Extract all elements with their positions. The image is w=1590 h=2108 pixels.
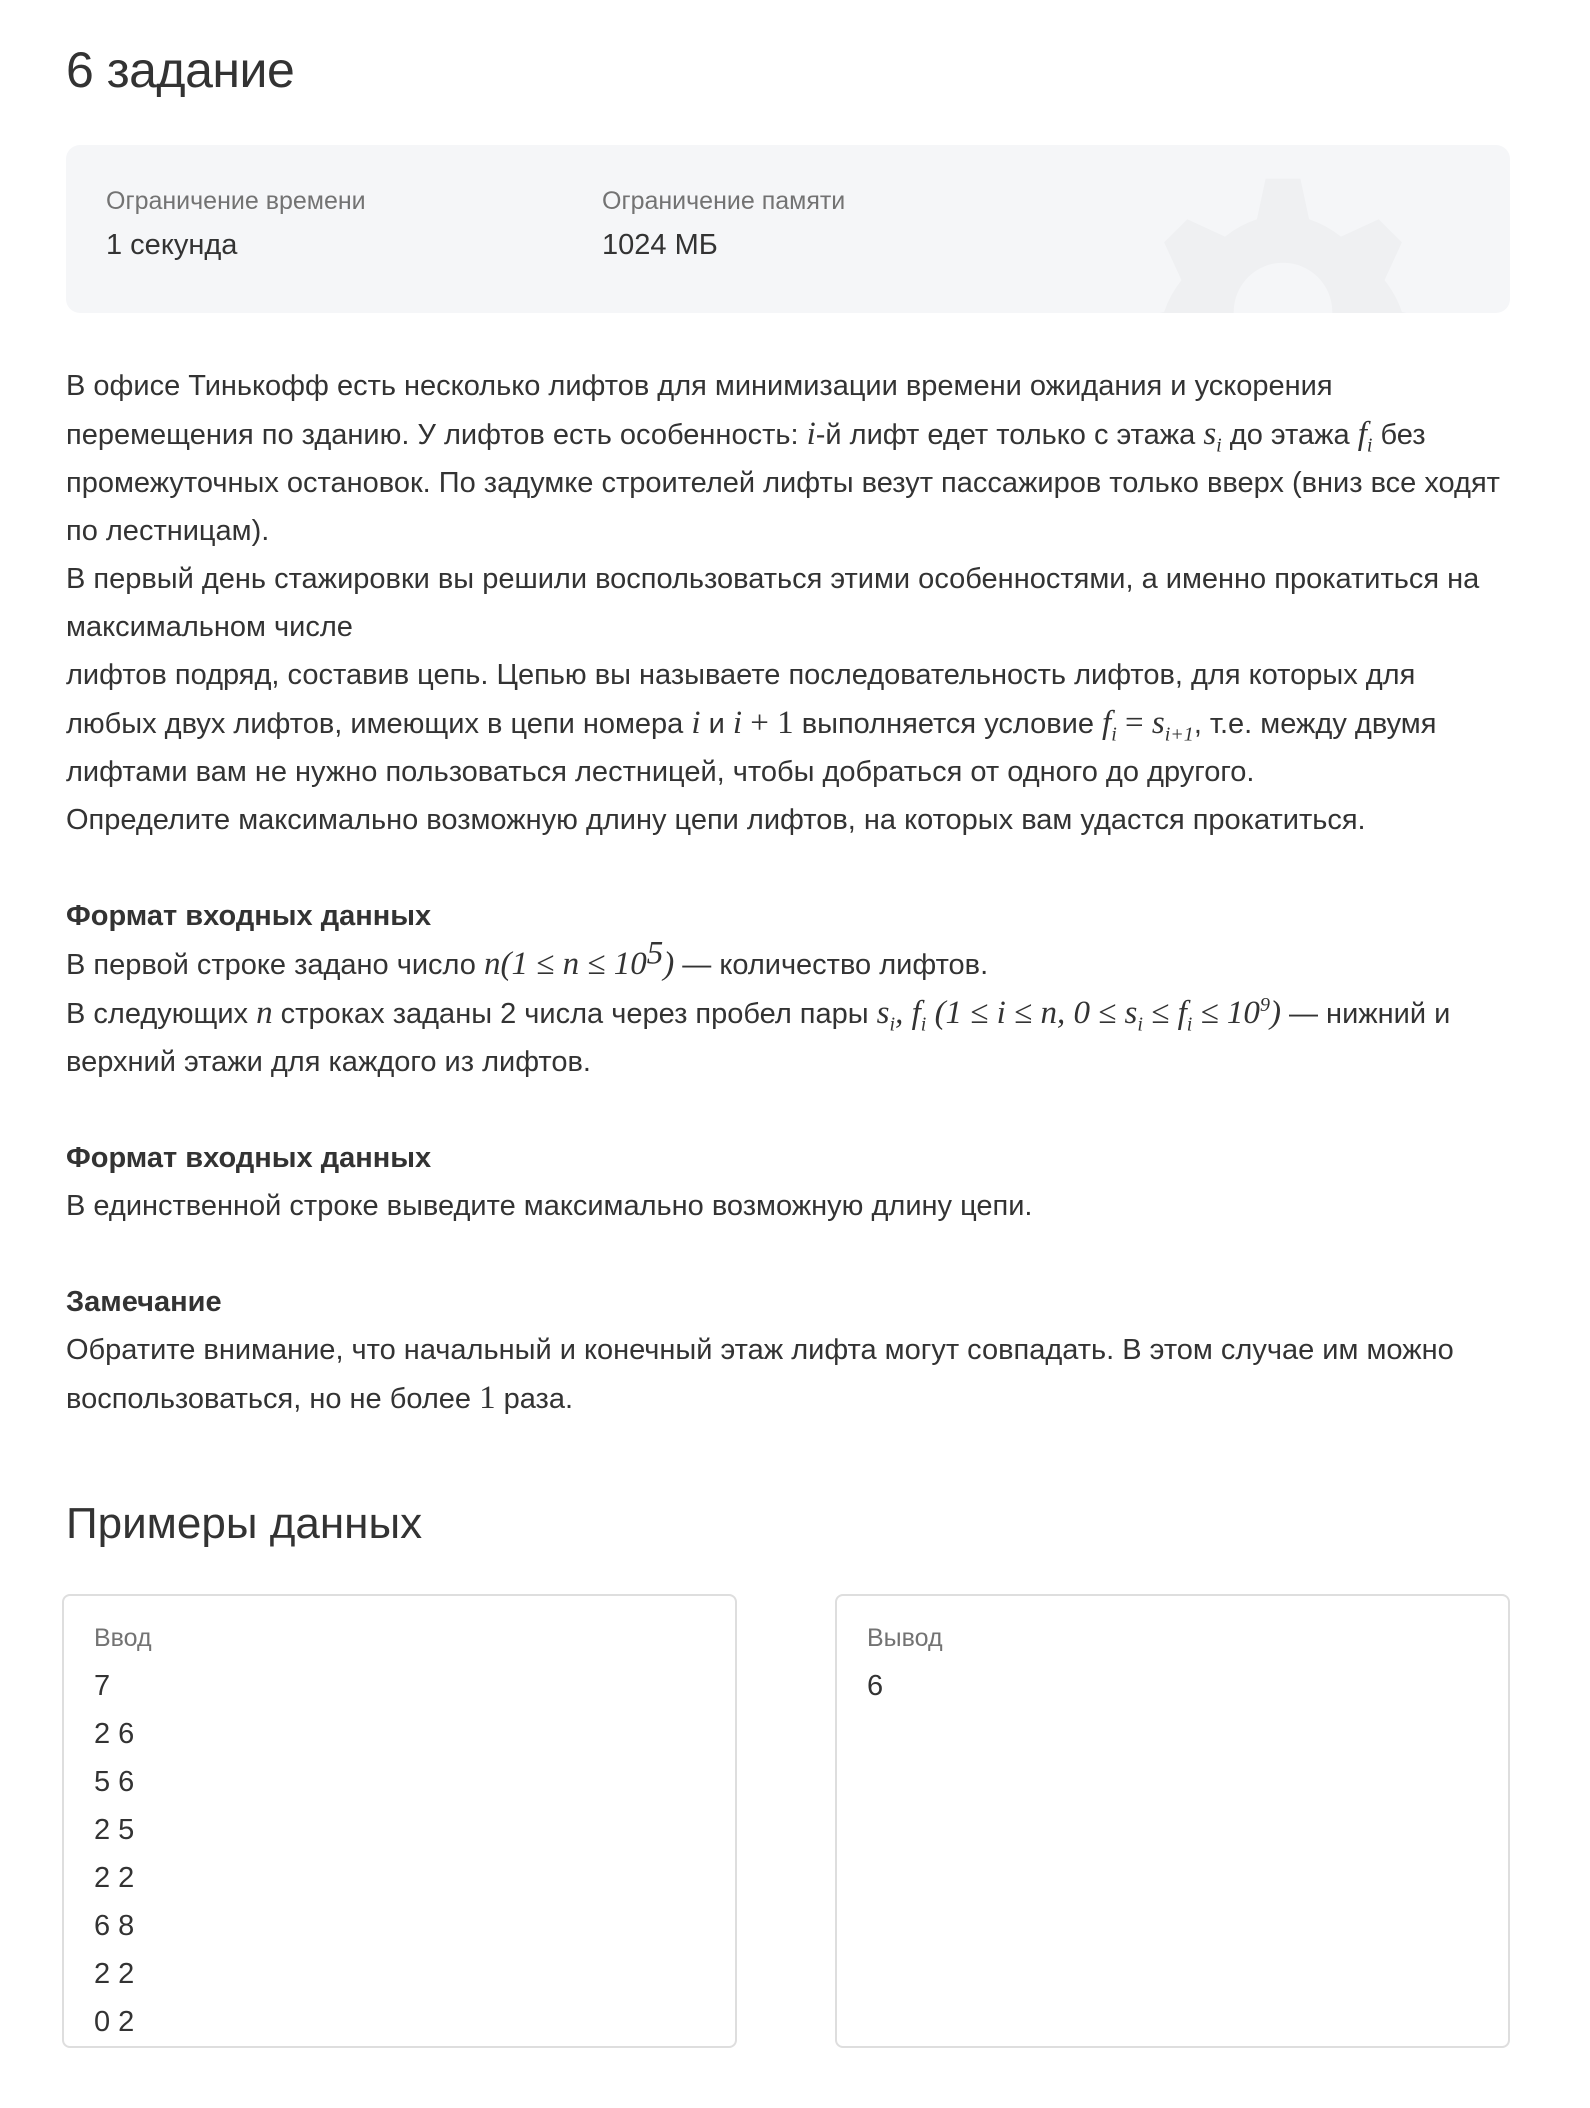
statement (66, 362, 1512, 1423)
memory-limit-label: Ограничение памяти (602, 187, 846, 215)
gear-icon (1138, 167, 1428, 313)
input-format-line-2: В следующих n строках заданы 2 числа через пробел пары $s_i$, $f_i$ (1 ≤ i ≤ n, $0 \le s_i \le f_i \le 10^9$) — нижний и верхний этажи для каждого из лифтов. (66, 994, 1451, 1078)
output-format-heading: Формат входных данных (66, 1142, 432, 1174)
statement-paragraph-4: Определите максимально возможную длину цепи лифтов, на которых вам удастся прокатиться. (66, 804, 1366, 836)
time-limit (106, 185, 366, 263)
memory-limit-value: 1024 МБ (602, 229, 718, 261)
sample-input-line: 0 2 (94, 2006, 135, 2038)
sample-input-line: 2 5 (94, 1814, 135, 1846)
sample-output-label: Вывод (867, 1624, 943, 1652)
limits-card (66, 145, 1510, 313)
statement-paragraph-3: лифтов подряд, составив цепь. Цепью вы называете последовательность лифтов, для которых для любых двух лифтов, имеющих в цепи номера i и i + 1 выполняется условие $f_i = s_{i+1}$, т.е. между двумя лифтами вам не нужно пользоваться лестницей, чтобы добраться от одного до другого. (66, 659, 1437, 788)
sample-output-lines (867, 1662, 1478, 1710)
sample-input-lines (94, 1662, 705, 2046)
sample-input-line: 7 (94, 1670, 111, 1702)
sample-output-box[interactable] (835, 1594, 1510, 2048)
sample-input-line: 2 2 (94, 1862, 135, 1894)
sample-input-line: 2 2 (94, 1958, 135, 1990)
sample-output-line: 6 (867, 1670, 884, 1702)
sample-input-label: Ввод (94, 1624, 152, 1652)
sample-input-box[interactable] (62, 1594, 737, 2048)
note-heading: Замечание (66, 1286, 222, 1318)
memory-limit (602, 185, 845, 263)
statement-paragraph-2: В первый день стажировки вы решили воспользоваться этими особенностями, а именно прокатиться на максимальном числе (66, 563, 1480, 643)
sample-input-line: 2 6 (94, 1718, 135, 1750)
sample-input-line: 6 8 (94, 1910, 135, 1942)
time-limit-label: Ограничение времени (106, 187, 366, 215)
samples-title: Примеры данных (66, 1499, 423, 1548)
output-format-text: В единственной строке выведите максимально возможную длину цепи. (66, 1190, 1033, 1222)
input-format-heading: Формат входных данных (66, 900, 432, 932)
time-limit-value: 1 секунда (106, 229, 238, 261)
input-format-line-1: В первой строке задано число $n(1 \le n \le 10^5)$ — количество лифтов. (66, 935, 989, 982)
statement-paragraph-1: В офисе Тинькофф есть несколько лифтов для минимизации времени ожидания и ускорения перемещения по зданию. У лифтов есть особенность: i-й лифт едет только с этажа $s_i$ до этажа $f_i$ без промежуточных остановок. По задумке строителей лифты везут пассажиров только вверх (вниз все ходят по лестницам). (66, 370, 1500, 547)
sample-input-line: 5 6 (94, 1766, 135, 1798)
page-title: 6 задание (66, 42, 295, 98)
note-text: Обратите внимание, что начальный и конечный этаж лифта могут совпадать. В этом случае им можно воспользоваться, но не более 1 раза. (66, 1334, 1454, 1416)
